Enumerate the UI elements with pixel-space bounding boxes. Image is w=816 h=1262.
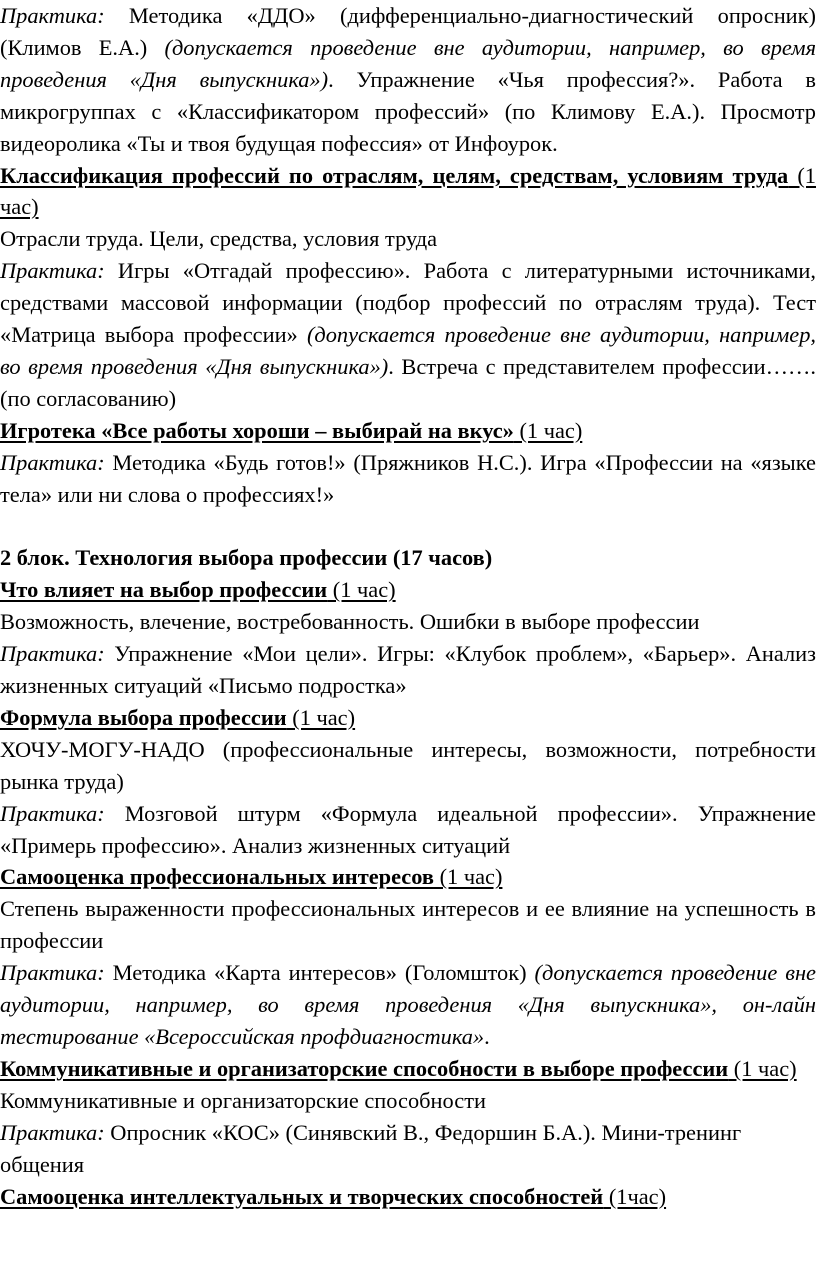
topic-title: Игротека «Все работы хороши – выбирай на вкус» <box>0 417 514 443</box>
section-heading-intellectual <box>0 1181 816 1213</box>
topic-title: Формула выбора профессии <box>0 704 287 730</box>
topic-description: Возможность, влечение, востребованность. Ошибки в выборе профессии <box>0 609 700 635</box>
section-heading-igroteka <box>0 415 816 447</box>
section-heading-influence <box>0 574 816 606</box>
block-title <box>0 542 816 574</box>
practice-paragraph-classification <box>0 255 816 415</box>
topic-title: Коммуникативные и организаторские способности в выборе профессии <box>0 1055 729 1081</box>
practice-text: Мозговой штурм «Формула идеальной профессии». Упражнение «Примерь профессию». Анализ жизненных ситуаций <box>0 800 816 858</box>
practice-text-tail: . Встреча с представителем профессии……. (по согласованию) <box>0 353 816 411</box>
practice-label: Практика: <box>0 449 105 475</box>
topic-hours: (1 час) <box>327 577 396 603</box>
practice-text: Методика «Будь готов!» (Пряжников Н.С.). Игра «Профессии на «языке тела» или ни слова о профессиях!» <box>0 449 816 507</box>
practice-text: Методика «Карта интересов» (Голомшток) <box>104 960 535 986</box>
practice-label: Практика: <box>0 258 105 284</box>
practice-text-tail: . <box>484 1023 490 1049</box>
practice-label: Практика: <box>0 641 105 667</box>
topic-hours: (1 час) <box>0 162 816 220</box>
practice-text: Методика «ДДО» (дифференциально-диагностический опросник) (Климов Е.А.) <box>0 3 816 60</box>
practice-paragraph-ddo <box>0 0 816 160</box>
section-heading-communicative <box>0 1053 816 1085</box>
section-heading-classification <box>0 160 816 224</box>
practice-paragraph-igroteka <box>0 447 816 511</box>
practice-text-tail: . Упражнение «Чья профессия?». Работа в микрогруппах с «Классификатором профессий» (по Климову Е.А.). Просмотр видеоролика «Ты и твоя будущая пофессия» от Инфоурок. <box>0 66 816 156</box>
practice-label: Практика: <box>0 800 105 826</box>
blank-line <box>0 511 816 543</box>
section-heading-formula <box>0 702 816 734</box>
section-heading-interests <box>0 861 816 893</box>
practice-paragraph-communicative <box>0 1117 816 1181</box>
topic-hours: (1 час) <box>728 1055 797 1081</box>
topic-title: Классификация профессий по отраслям, целям, средствам, условиям труда <box>0 162 789 188</box>
block-title-text: 2 блок. Технология выбора профессии (17 часов) <box>0 545 493 571</box>
practice-label: Практика: <box>0 1119 105 1145</box>
topic-hours: (1 час) <box>513 417 583 443</box>
practice-paragraph-interests <box>0 957 816 1053</box>
practice-label: Практика: <box>0 3 105 28</box>
topic-title: Самооценка профессиональных интересов <box>0 864 434 890</box>
practice-text: Опросник «КОС» (Синявский В., Федоршин Б.А.). Мини-тренинг общения <box>0 1119 742 1177</box>
practice-label: Практика: <box>0 960 105 986</box>
topic-description: Отрасли труда. Цели, средства, условия труда <box>0 226 438 252</box>
topic-description: Коммуникативные и организаторские способности <box>0 1087 487 1113</box>
practice-text: Упражнение «Мои цели». Игры: «Клубок проблем», «Барьер». Анализ жизненных ситуаций «Письмо подростка» <box>0 641 816 699</box>
topic-title: Что влияет на выбор профессии <box>0 577 328 603</box>
practice-note: (допускается проведение вне аудитории, например, во время проведения «Дня выпускника») <box>0 322 816 379</box>
topic-hours: (1час) <box>603 1183 667 1209</box>
practice-note: (допускается проведение вне аудитории, например, во время проведения «Дня выпускника», он-лайн тестирование «Всероссийская профдиагностика» <box>0 960 816 1049</box>
practice-note: (допускается проведение вне аудитории, например, во время проведения «Дня выпускника») <box>0 34 816 92</box>
practice-paragraph-formula <box>0 798 816 862</box>
topic-title: Самооценка интеллектуальных и творческих способностей <box>0 1183 604 1209</box>
practice-paragraph-influence <box>0 638 816 702</box>
topic-description: ХОЧУ-МОГУ-НАДО (профессиональные интересы, возможности, потребности рынка труда) <box>0 736 816 794</box>
topic-description: Степень выраженности профессиональных интересов и ее влияние на успешность в профессии <box>0 896 816 954</box>
topic-hours: (1 час) <box>433 864 503 890</box>
practice-text: Игры «Отгадай профессию». Работа с литературными источниками, средствами массовой информации (подбор профессий по отраслям труда). Тест «Матрица выбора профессии» <box>0 258 816 348</box>
topic-hours: (1 час) <box>286 704 356 730</box>
